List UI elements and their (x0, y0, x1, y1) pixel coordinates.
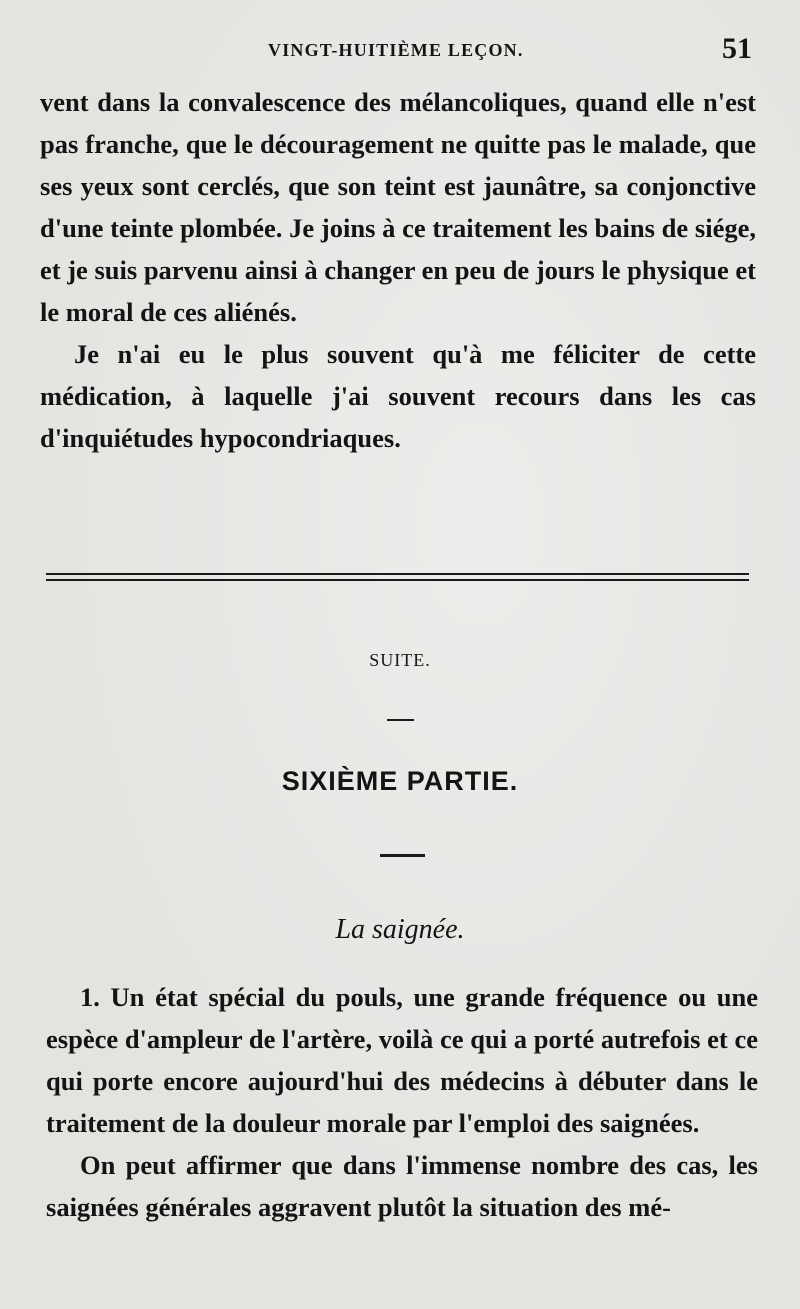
page-number: 51 (722, 32, 752, 65)
running-title: VINGT-HUITIÈME LEÇON. (268, 40, 524, 60)
paragraph: Je n'ai eu le plus souvent qu'à me féliciter de cette médication, à laquelle j'ai souvent recours dans les cas d'inquiétudes hypocondriaques. (40, 339, 756, 453)
paragraph: 1. Un état spécial du pouls, une grande fréquence ou une espèce d'ampleur de l'artère, voilà ce qui a porté autrefois et ce qui porte encore aujourd'hui des médecins à débuter dans le traitement de la douleur morale par l'emploi des saignées. (46, 982, 758, 1138)
paragraph: On peut affirmer que dans l'immense nombre des cas, les saignées générales aggravent plutôt la situation des mé- (46, 1150, 758, 1222)
short-rule (380, 854, 425, 857)
part-title: SIXIÈME PARTIE. (281, 766, 519, 796)
divider-line-upper (46, 573, 749, 575)
short-rule (387, 719, 414, 721)
running-head (0, 32, 800, 68)
text-block-top (40, 81, 756, 459)
paragraph: vent dans la convalescence des mélancoliques, quand elle n'est pas franche, que le découragement ne quitte pas le malade, que ses yeux sont cerclés, que son teint est jaunâtre, sa conjonctive d'une teinte plombée. Je joins à ce traitement les bains de siége, et je suis parvenu ainsi à changer en peu de jours le physique et le moral de ces aliénés. (40, 87, 756, 327)
suite-label: SUITE. (369, 650, 431, 670)
text-block-bottom (46, 976, 758, 1228)
section-title: La saignée. (335, 914, 465, 945)
section-divider-double-rule (46, 573, 749, 583)
divider-line-lower (46, 579, 749, 581)
